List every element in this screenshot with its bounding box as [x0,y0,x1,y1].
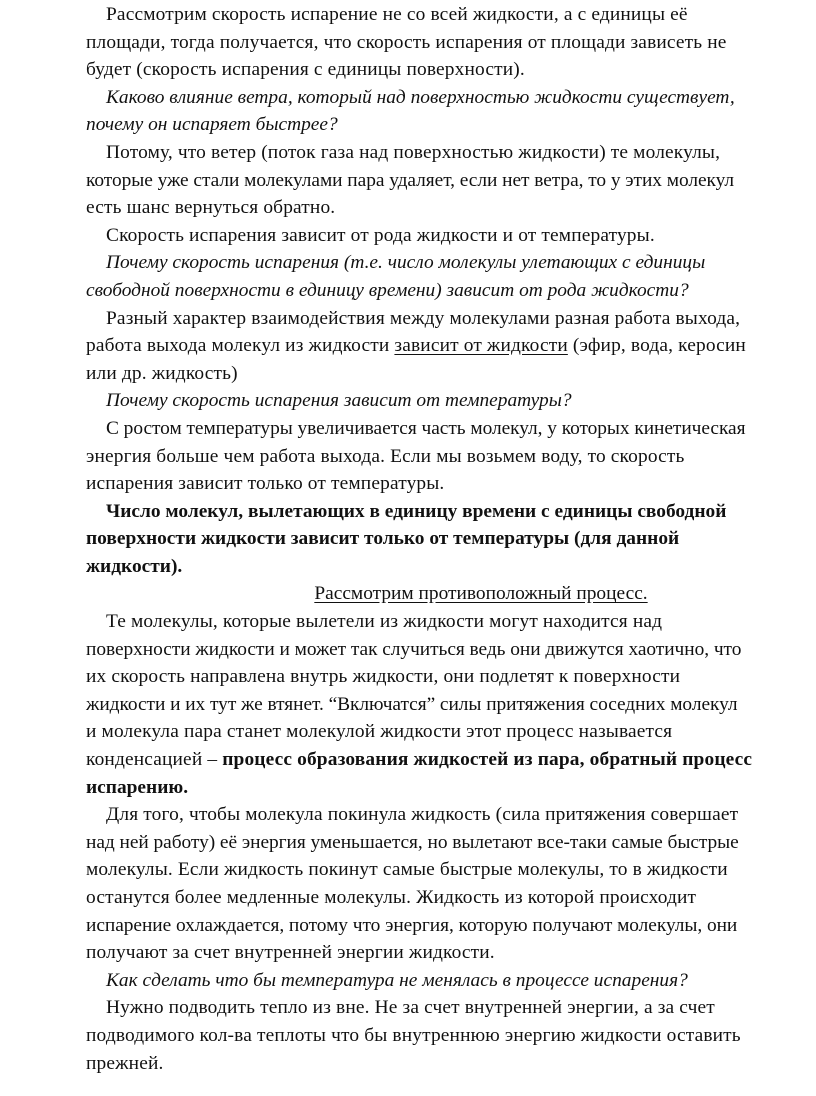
text-line: Почему скорость испарения зависит от температуры? [106,390,572,412]
text-line: Каково влияние ветра, который над поверхностью жидкости существует, [106,86,735,108]
bold-definition: процесс образования жидкостей из пара, обратный процесс [222,749,753,771]
text-line: С ростом температуры увеличивается часть молекул, у которых кинетическая [106,417,746,439]
question-liquid-type [86,249,812,304]
text-line: Для того, чтобы молекула покинула жидкость (сила притяжения совершает [106,804,739,826]
text-line: молекулы. Если жидкость покинут самые быстрые молекулы, то в жидкости [86,859,728,881]
text-line: Почему скорость испарения (т.е. число молекулы улетающих с единицы [106,252,706,274]
text-line: поверхности жидкости зависит только от температуры (для данной [86,528,680,550]
paragraph-condensation [86,608,812,801]
question-wind-influence [86,84,812,139]
text-line: их скорость направлена внутрь жидкости, они подлетят к поверхности [86,666,681,688]
text-line: будет (скорость испарения с единицы поверхности). [86,59,525,81]
paragraph-bold-conclusion [86,498,812,581]
text-segment: работа выхода молекул из жидкости [86,335,395,357]
text-line: Как сделать что бы температура не менялась в процессе испарения? [106,969,688,991]
heading-line [86,580,812,608]
heading-text: Рассмотрим противоположный процесс. [314,583,648,605]
paragraph-work-function [86,305,812,388]
text-line: над ней работу) её энергия уменьшается, но вылетают все-таки самые быстрые [86,831,739,853]
text-segment: конденсацией – [86,749,223,771]
text-line: Разный характер взаимодействия между молекулами разная работа выхода, [106,307,741,329]
section-heading [86,580,812,608]
text-line: останутся более медленные молекулы. Жидкость из которой происходит [86,887,697,908]
text-line: жидкости). [86,555,183,577]
text-line: поверхности жидкости и может так случиться ведь они движутся хаотично, что [86,638,742,660]
text-line: и молекула пара станет молекулой жидкости этот процесс называется [86,721,673,743]
text-line: Те молекулы, которые вылетели из жидкости могут находится над [106,611,663,633]
paragraph-cooling [86,801,812,967]
text-line: Число молекул, вылетающих в единицу времени с единицы свободной [106,500,727,522]
text-line: есть шанс вернуться обратно. [86,197,336,219]
paragraph-evaporation-per-area [86,1,812,84]
text-line: испарения зависит только от температуры. [86,473,445,495]
text-line [86,332,812,360]
text-line [86,746,812,774]
question-temperature [86,387,812,415]
text-segment: (эфир, вода, керосин [567,335,746,357]
text-line: площади, тогда получается, что скорость испарения от площади зависеть не [86,31,727,53]
text-line: Нужно подводить тепло из вне. Не за счет внутренней энергии, а за счет [106,997,715,1019]
paragraph-rate-depends [86,222,812,250]
text-line: прежней. [86,1052,164,1074]
text-line: Потому, что ветер (поток газа над поверхностью жидкости) те молекулы, [106,141,721,163]
question-constant-temperature [86,967,812,995]
text-line: или др. жидкость) [86,362,238,384]
text-line: испарению. [86,776,189,798]
text-line: получают за счет внутренней энергии жидкости. [86,942,495,964]
underlined-text: зависит от жидкости [394,335,568,357]
paragraph-temperature-answer [86,415,812,498]
text-line: энергия больше чем работа выхода. Если мы возьмем воду, то скорость [86,445,685,467]
text-line: испарение охлаждается, потому что энергия, которую получают молекулы, они [86,914,738,936]
paragraph-wind-answer [86,139,812,222]
text-line: Скорость испарения зависит от рода жидкости и от температуры. [106,224,655,246]
text-line: почему он испаряет быстрее? [86,114,338,136]
text-line: Рассмотрим скорость испарение не со всей жидкости, а с единицы её [106,4,688,25]
text-line: жидкости и их тут же втянет. “Включатся” силы притяжения соседних молекул [86,693,738,715]
text-line: подводимого кол-ва теплоты что бы внутреннюю энергию жидкости оставить [86,1024,741,1046]
text-line: свободной поверхности в единицу времени) зависит от рода жидкости? [86,279,689,301]
paragraph-heat-supply [86,994,812,1077]
text-line: которые уже стали молекулами пара удаляет, если нет ветра, то у этих молекул [86,169,735,191]
